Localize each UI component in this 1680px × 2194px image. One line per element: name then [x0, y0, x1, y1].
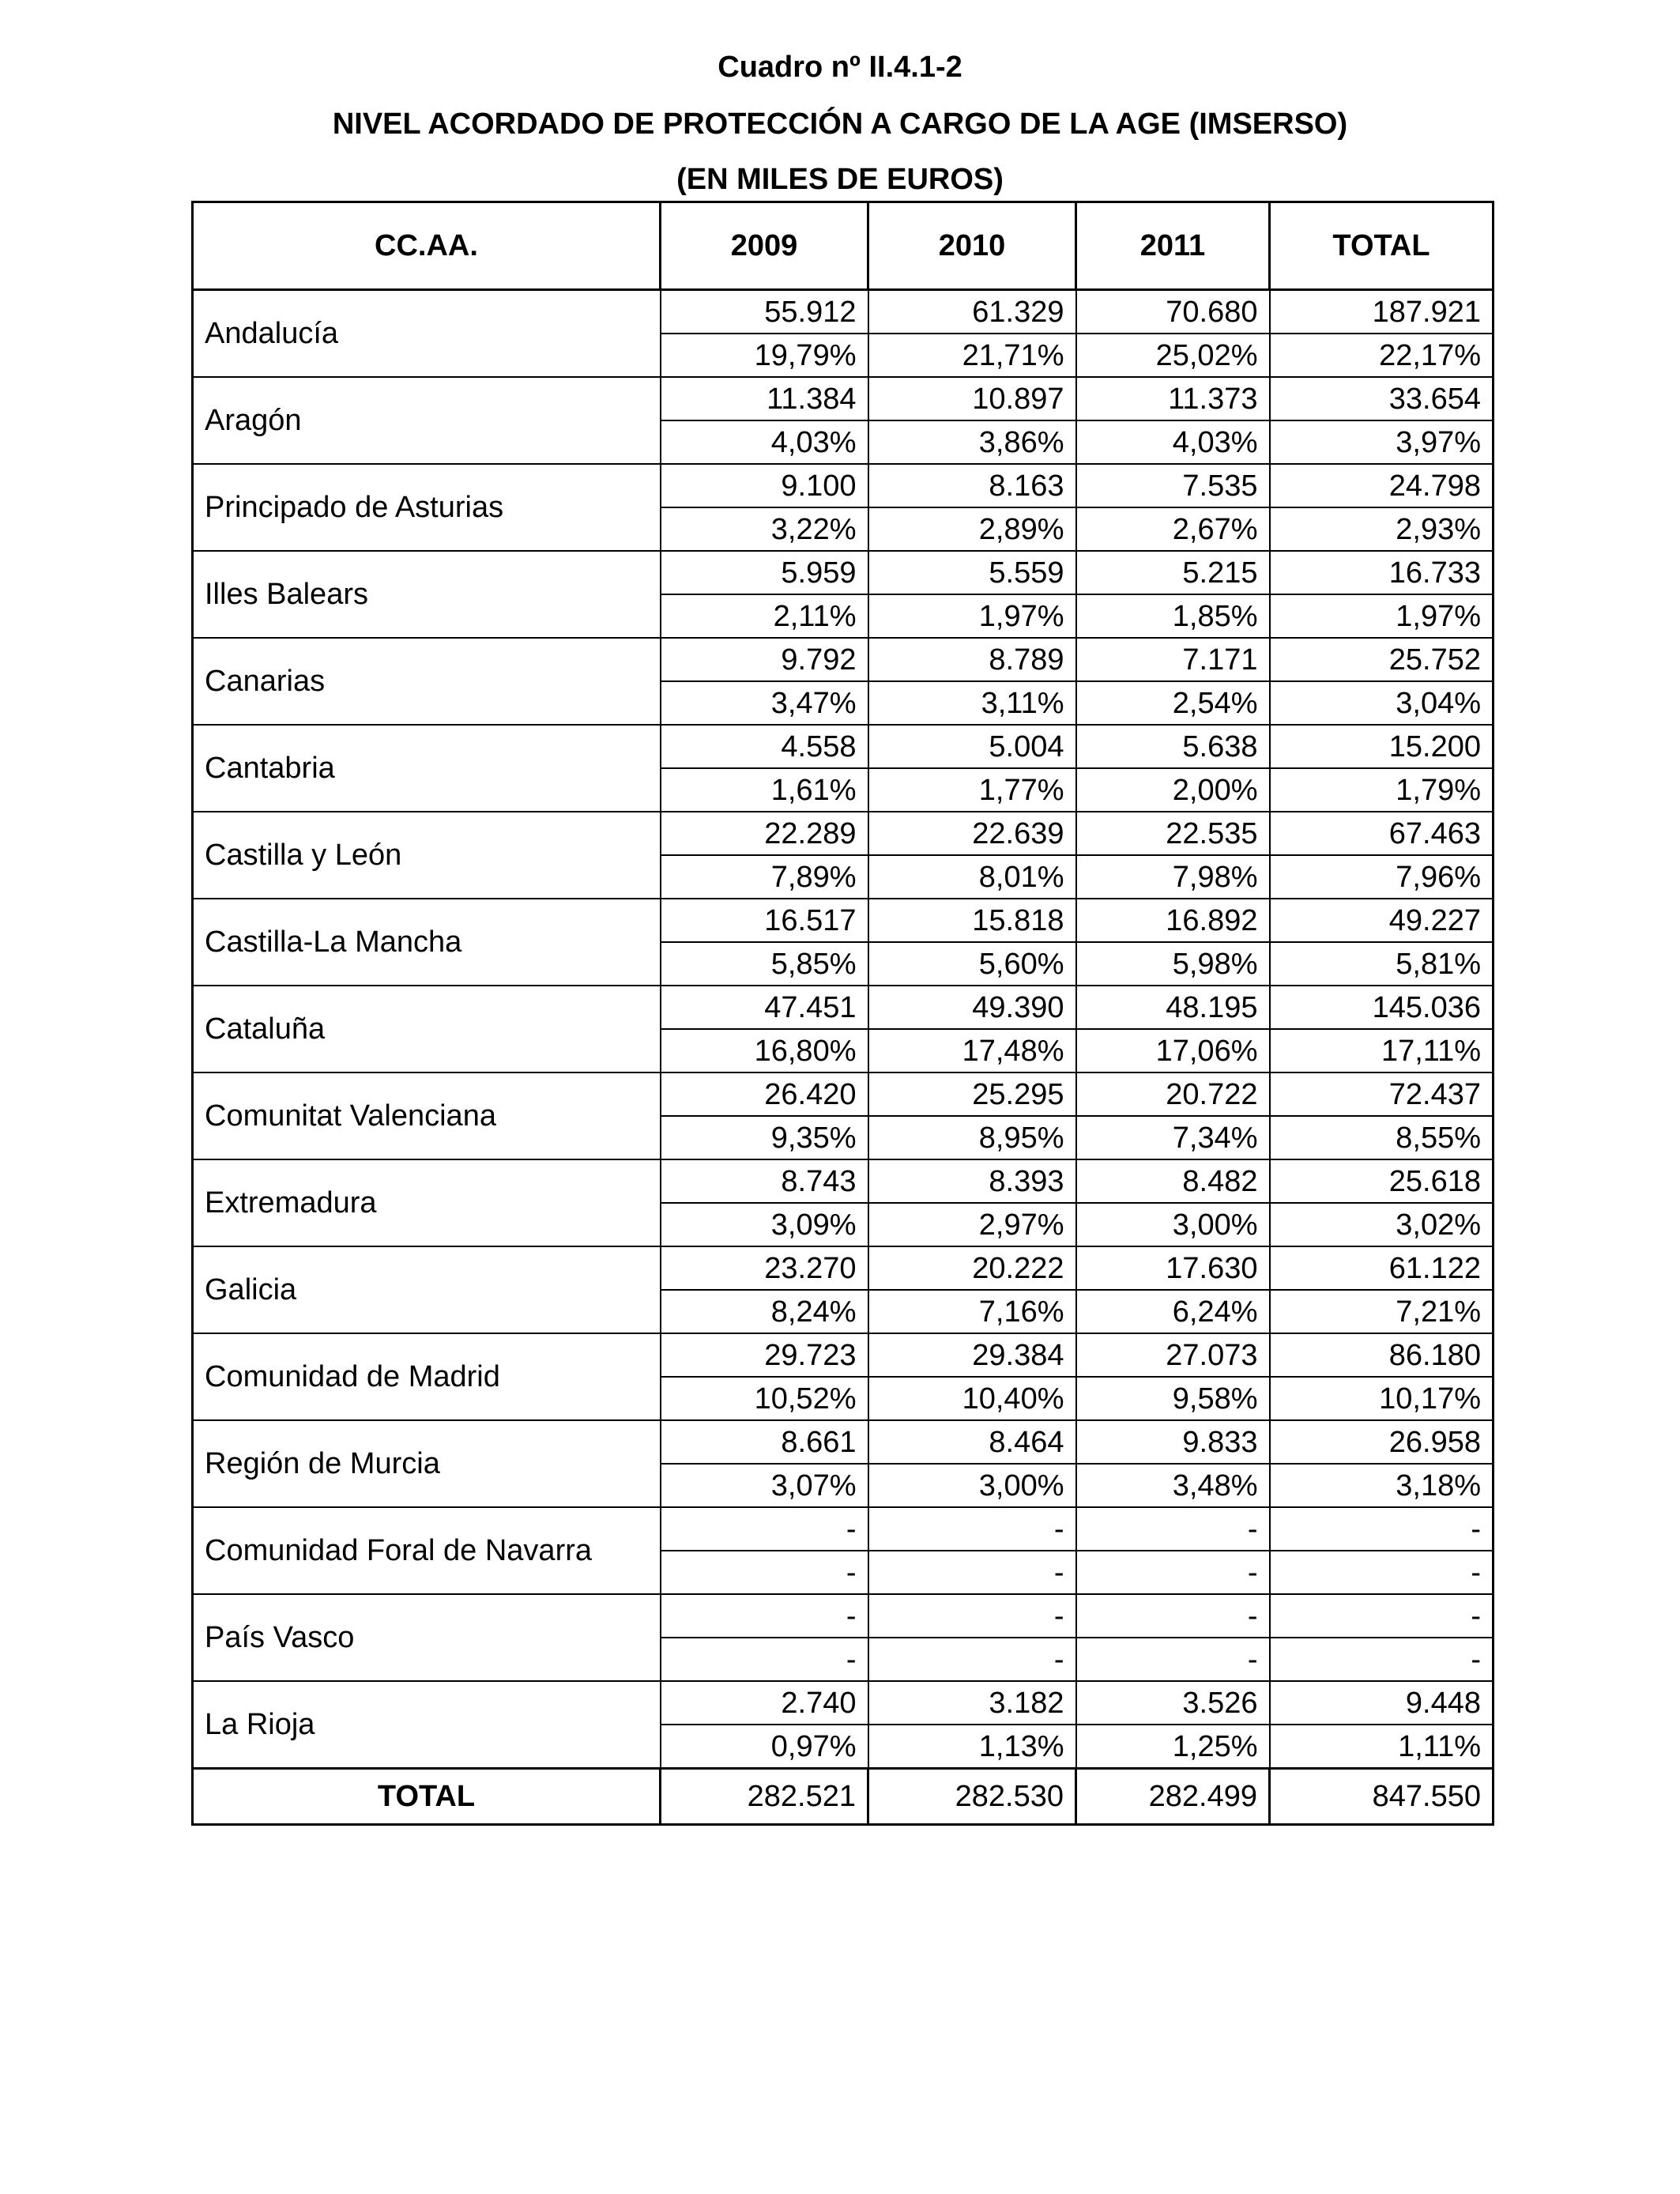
- percent-2009: 9,35%: [661, 1116, 868, 1159]
- total-2009: 282.521: [661, 1769, 868, 1825]
- percent-2011: 7,34%: [1076, 1116, 1270, 1159]
- percent-2010: -: [868, 1638, 1076, 1681]
- percent-2011: -: [1076, 1638, 1270, 1681]
- amount-2010: 49.390: [868, 986, 1076, 1029]
- percent-2009: 3,22%: [661, 507, 868, 551]
- percent-2011: 1,25%: [1076, 1725, 1270, 1769]
- amount-2010: 5.004: [868, 725, 1076, 768]
- amount-total: -: [1270, 1594, 1494, 1638]
- percent-2010: 1,77%: [868, 768, 1076, 812]
- amount-2009: 55.912: [661, 290, 868, 334]
- percent-2009: 3,47%: [661, 681, 868, 725]
- percent-total: 1,79%: [1270, 768, 1494, 812]
- percent-total: 1,97%: [1270, 594, 1494, 638]
- percent-2011: 2,54%: [1076, 681, 1270, 725]
- amount-2009: 5.959: [661, 551, 868, 594]
- region-name: Comunidad Foral de Navarra: [193, 1507, 661, 1594]
- amount-2010: -: [868, 1507, 1076, 1551]
- percent-total: 3,02%: [1270, 1203, 1494, 1246]
- percent-total: 2,93%: [1270, 507, 1494, 551]
- total-2010: 282.530: [868, 1769, 1076, 1825]
- total-2011: 282.499: [1076, 1769, 1270, 1825]
- amount-2011: 8.482: [1076, 1159, 1270, 1203]
- amount-2011: 20.722: [1076, 1072, 1270, 1116]
- percent-total: 7,96%: [1270, 855, 1494, 899]
- table-subtitle: (EN MILES DE EUROS): [676, 163, 1004, 196]
- percent-total: -: [1270, 1551, 1494, 1594]
- region-name: La Rioja: [193, 1681, 661, 1769]
- table-row: [193, 812, 1494, 855]
- amount-2011: 27.073: [1076, 1333, 1270, 1377]
- amount-2011: 5.215: [1076, 551, 1270, 594]
- table-title: NIVEL ACORDADO DE PROTECCIÓN A CARGO DE LA AGE (IMSERSO): [332, 107, 1348, 141]
- percent-2010: -: [868, 1551, 1076, 1594]
- region-name: Comunitat Valenciana: [193, 1072, 661, 1159]
- percent-2011: 7,98%: [1076, 855, 1270, 899]
- amount-2010: 5.559: [868, 551, 1076, 594]
- percent-2009: -: [661, 1551, 868, 1594]
- protection-level-table: [191, 201, 1494, 1826]
- amount-2009: 26.420: [661, 1072, 868, 1116]
- amount-2011: 17.630: [1076, 1246, 1270, 1290]
- percent-total: 10,17%: [1270, 1377, 1494, 1420]
- amount-2011: 70.680: [1076, 290, 1270, 334]
- percent-2010: 3,11%: [868, 681, 1076, 725]
- percent-2010: 2,97%: [868, 1203, 1076, 1246]
- table-row: [193, 1246, 1494, 1290]
- amount-2009: 8.743: [661, 1159, 868, 1203]
- total-label: TOTAL: [193, 1769, 661, 1825]
- region-name: Extremadura: [193, 1159, 661, 1246]
- percent-2009: 2,11%: [661, 594, 868, 638]
- table-row: [193, 1333, 1494, 1377]
- amount-total: 26.958: [1270, 1420, 1494, 1464]
- amount-total: 145.036: [1270, 986, 1494, 1029]
- percent-total: 8,55%: [1270, 1116, 1494, 1159]
- region-name: Castilla y León: [193, 812, 661, 899]
- amount-2010: 8.163: [868, 464, 1076, 507]
- table-row: [193, 1681, 1494, 1725]
- amount-2009: 29.723: [661, 1333, 868, 1377]
- amount-total: 16.733: [1270, 551, 1494, 594]
- table-row: [193, 899, 1494, 942]
- total-row: [193, 1769, 1494, 1825]
- amount-2010: 61.329: [868, 290, 1076, 334]
- amount-2010: -: [868, 1594, 1076, 1638]
- percent-2009: 3,09%: [661, 1203, 868, 1246]
- region-name: Aragón: [193, 377, 661, 464]
- amount-total: 24.798: [1270, 464, 1494, 507]
- header-2009: 2009: [661, 202, 868, 290]
- percent-total: 3,97%: [1270, 420, 1494, 464]
- percent-2011: 2,00%: [1076, 768, 1270, 812]
- amount-2011: 11.373: [1076, 377, 1270, 420]
- total-sum: 847.550: [1270, 1769, 1494, 1825]
- amount-2009: 23.270: [661, 1246, 868, 1290]
- amount-2011: 3.526: [1076, 1681, 1270, 1725]
- header-total: TOTAL: [1270, 202, 1494, 290]
- percent-2010: 1,13%: [868, 1725, 1076, 1769]
- percent-total: 3,18%: [1270, 1464, 1494, 1507]
- region-name: Castilla-La Mancha: [193, 899, 661, 986]
- amount-total: 25.752: [1270, 638, 1494, 681]
- percent-2009: 8,24%: [661, 1290, 868, 1333]
- percent-2009: 1,61%: [661, 768, 868, 812]
- amount-2009: 47.451: [661, 986, 868, 1029]
- region-name: Illes Balears: [193, 551, 661, 638]
- table-row: [193, 377, 1494, 420]
- amount-2011: 9.833: [1076, 1420, 1270, 1464]
- amount-2011: 5.638: [1076, 725, 1270, 768]
- percent-2009: 7,89%: [661, 855, 868, 899]
- percent-2010: 2,89%: [868, 507, 1076, 551]
- percent-2010: 10,40%: [868, 1377, 1076, 1420]
- table-number: Cuadro nº II.4.1-2: [718, 51, 962, 84]
- header-2010: 2010: [868, 202, 1076, 290]
- amount-total: 25.618: [1270, 1159, 1494, 1203]
- percent-2009: 4,03%: [661, 420, 868, 464]
- percent-2011: 5,98%: [1076, 942, 1270, 986]
- percent-2010: 8,01%: [868, 855, 1076, 899]
- amount-2010: 8.464: [868, 1420, 1076, 1464]
- table-row: [193, 464, 1494, 507]
- table-row: [193, 1072, 1494, 1116]
- region-name: Principado de Asturias: [193, 464, 661, 551]
- amount-2010: 22.639: [868, 812, 1076, 855]
- percent-total: 22,17%: [1270, 334, 1494, 377]
- table-row: [193, 551, 1494, 594]
- percent-2011: -: [1076, 1551, 1270, 1594]
- amount-2010: 29.384: [868, 1333, 1076, 1377]
- amount-2010: 15.818: [868, 899, 1076, 942]
- region-name: Comunidad de Madrid: [193, 1333, 661, 1420]
- table-row: [193, 986, 1494, 1029]
- percent-2010: 8,95%: [868, 1116, 1076, 1159]
- amount-2011: 7.535: [1076, 464, 1270, 507]
- percent-2011: 9,58%: [1076, 1377, 1270, 1420]
- amount-2010: 3.182: [868, 1681, 1076, 1725]
- percent-total: -: [1270, 1638, 1494, 1681]
- amount-2009: 16.517: [661, 899, 868, 942]
- percent-2011: 25,02%: [1076, 334, 1270, 377]
- table-row: [193, 290, 1494, 334]
- amount-2009: 22.289: [661, 812, 868, 855]
- amount-total: -: [1270, 1507, 1494, 1551]
- amount-2010: 20.222: [868, 1246, 1076, 1290]
- header-2011: 2011: [1076, 202, 1270, 290]
- percent-2010: 21,71%: [868, 334, 1076, 377]
- region-name: Canarias: [193, 638, 661, 725]
- amount-2009: -: [661, 1507, 868, 1551]
- region-name: Galicia: [193, 1246, 661, 1333]
- amount-2009: 8.661: [661, 1420, 868, 1464]
- percent-2010: 7,16%: [868, 1290, 1076, 1333]
- percent-2011: 1,85%: [1076, 594, 1270, 638]
- amount-total: 86.180: [1270, 1333, 1494, 1377]
- amount-2009: 4.558: [661, 725, 868, 768]
- amount-2010: 8.789: [868, 638, 1076, 681]
- amount-2009: 11.384: [661, 377, 868, 420]
- percent-2010: 17,48%: [868, 1029, 1076, 1072]
- region-name: Región de Murcia: [193, 1420, 661, 1507]
- percent-2009: 3,07%: [661, 1464, 868, 1507]
- percent-2009: -: [661, 1638, 868, 1681]
- amount-total: 67.463: [1270, 812, 1494, 855]
- percent-2009: 5,85%: [661, 942, 868, 986]
- amount-2011: 22.535: [1076, 812, 1270, 855]
- percent-2009: 16,80%: [661, 1029, 868, 1072]
- percent-2009: 10,52%: [661, 1377, 868, 1420]
- table-row: [193, 1420, 1494, 1464]
- region-name: Andalucía: [193, 290, 661, 378]
- amount-2011: -: [1076, 1594, 1270, 1638]
- amount-total: 15.200: [1270, 725, 1494, 768]
- table-row: [193, 1159, 1494, 1203]
- percent-2011: 17,06%: [1076, 1029, 1270, 1072]
- percent-total: 17,11%: [1270, 1029, 1494, 1072]
- amount-total: 33.654: [1270, 377, 1494, 420]
- percent-2010: 1,97%: [868, 594, 1076, 638]
- amount-2011: -: [1076, 1507, 1270, 1551]
- region-name: Cantabria: [193, 725, 661, 812]
- amount-total: 49.227: [1270, 899, 1494, 942]
- amount-total: 187.921: [1270, 290, 1494, 334]
- table-row: [193, 638, 1494, 681]
- amount-2010: 10.897: [868, 377, 1076, 420]
- amount-2011: 7.171: [1076, 638, 1270, 681]
- region-name: Cataluña: [193, 986, 661, 1072]
- table-row: [193, 1594, 1494, 1638]
- amount-total: 61.122: [1270, 1246, 1494, 1290]
- percent-2009: 19,79%: [661, 334, 868, 377]
- percent-2011: 3,00%: [1076, 1203, 1270, 1246]
- percent-2011: 2,67%: [1076, 507, 1270, 551]
- table-row: [193, 725, 1494, 768]
- amount-2011: 48.195: [1076, 986, 1270, 1029]
- percent-2011: 4,03%: [1076, 420, 1270, 464]
- percent-total: 3,04%: [1270, 681, 1494, 725]
- amount-2009: 9.100: [661, 464, 868, 507]
- percent-2010: 5,60%: [868, 942, 1076, 986]
- region-name: País Vasco: [193, 1594, 661, 1681]
- header-ccaa: CC.AA.: [193, 202, 661, 290]
- table-body: [193, 290, 1494, 1769]
- amount-2011: 16.892: [1076, 899, 1270, 942]
- percent-2011: 3,48%: [1076, 1464, 1270, 1507]
- amount-2010: 25.295: [868, 1072, 1076, 1116]
- table-row: [193, 1507, 1494, 1551]
- amount-total: 9.448: [1270, 1681, 1494, 1725]
- percent-2009: 0,97%: [661, 1725, 868, 1769]
- amount-2009: 2.740: [661, 1681, 868, 1725]
- percent-total: 1,11%: [1270, 1725, 1494, 1769]
- percent-2010: 3,86%: [868, 420, 1076, 464]
- amount-2009: -: [661, 1594, 868, 1638]
- percent-total: 5,81%: [1270, 942, 1494, 986]
- header-row: [193, 202, 1494, 290]
- amount-2010: 8.393: [868, 1159, 1076, 1203]
- amount-2009: 9.792: [661, 638, 868, 681]
- percent-2011: 6,24%: [1076, 1290, 1270, 1333]
- percent-2010: 3,00%: [868, 1464, 1076, 1507]
- percent-total: 7,21%: [1270, 1290, 1494, 1333]
- amount-total: 72.437: [1270, 1072, 1494, 1116]
